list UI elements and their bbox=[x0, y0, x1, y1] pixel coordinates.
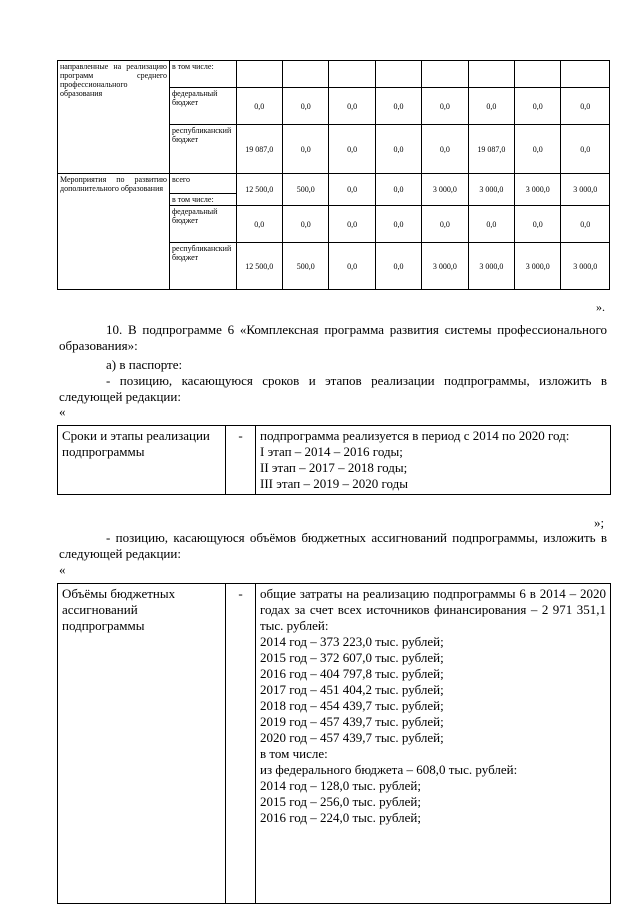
value-cell: 0,0 bbox=[422, 125, 468, 174]
value-cell: 0,0 bbox=[561, 206, 610, 243]
value-cell: 3 000,0 bbox=[561, 243, 610, 290]
funding-source: в том числе: bbox=[170, 194, 237, 206]
opening-quote: « bbox=[59, 562, 66, 577]
paragraph-a: а) в паспорте: bbox=[106, 357, 183, 372]
paragraph-timing: - позицию, касающуюся сроков и этапов реализации подпрограммы, изложить в следующей редакции: bbox=[59, 373, 607, 404]
value-cell: 0,0 bbox=[329, 125, 375, 174]
value-cell: 3 000,0 bbox=[561, 174, 610, 206]
table-row bbox=[58, 584, 611, 904]
content-line: 2014 год – 373 223,0 тыс. рублей; bbox=[260, 634, 444, 649]
content-line: общие затраты на реализацию подпрограммы 6 в 2014 – 2020 годах за счет всех источников финансирования – 2 971 351,1 тыс. рублей: bbox=[260, 586, 606, 633]
value-cell: 3 000,0 bbox=[468, 174, 514, 206]
funding-source: республиканский бюджет bbox=[170, 243, 237, 290]
content-line: 2020 год – 457 439,7 тыс. рублей; bbox=[260, 730, 444, 745]
content-line: 2015 год – 372 607,0 тыс. рублей; bbox=[260, 650, 444, 665]
value-cell bbox=[236, 61, 282, 88]
value-cell: 0,0 bbox=[561, 88, 610, 125]
value-cell: 19 087,0 bbox=[468, 125, 514, 174]
value-cell: 0,0 bbox=[375, 125, 421, 174]
financing-table bbox=[57, 60, 610, 290]
closing-quote: »; bbox=[594, 515, 605, 530]
row-description: направленные на реализацию программ среднего профессионального образования bbox=[58, 61, 170, 174]
value-cell: 0,0 bbox=[283, 88, 329, 125]
funding-source: всего bbox=[170, 174, 237, 194]
value-cell: 0,0 bbox=[236, 206, 282, 243]
value-cell bbox=[468, 61, 514, 88]
table-row bbox=[58, 61, 610, 88]
value-cell: 12 500,0 bbox=[236, 243, 282, 290]
content-line: в том числе: bbox=[260, 746, 328, 761]
table-row bbox=[58, 174, 610, 194]
value-cell: 3 000,0 bbox=[422, 243, 468, 290]
funding-source: федеральный бюджет bbox=[170, 206, 237, 243]
value-cell: 0,0 bbox=[329, 243, 375, 290]
funding-source: в том числе: bbox=[170, 61, 237, 88]
value-cell: 0,0 bbox=[515, 125, 561, 174]
value-cell: 0,0 bbox=[329, 174, 375, 206]
timing-content bbox=[256, 426, 611, 495]
dash-cell: - bbox=[226, 584, 256, 904]
value-cell: 0,0 bbox=[283, 206, 329, 243]
value-cell bbox=[329, 61, 375, 88]
volume-label: Объёмы бюджетных ассигнований подпрограммы bbox=[58, 584, 226, 904]
timing-label: Сроки и этапы реализации подпрограммы bbox=[58, 426, 226, 495]
opening-quote: « bbox=[59, 404, 66, 419]
value-cell: 12 500,0 bbox=[236, 174, 282, 206]
value-cell: 0,0 bbox=[375, 206, 421, 243]
content-line: 2017 год – 451 404,2 тыс. рублей; bbox=[260, 682, 444, 697]
volume-content bbox=[256, 584, 611, 904]
table-row bbox=[58, 426, 611, 495]
value-cell: 500,0 bbox=[283, 174, 329, 206]
value-cell: 0,0 bbox=[515, 88, 561, 125]
value-cell: 0,0 bbox=[329, 88, 375, 125]
value-cell: 3 000,0 bbox=[515, 174, 561, 206]
value-cell: 0,0 bbox=[422, 206, 468, 243]
content-line: из федерального бюджета – 608,0 тыс. рублей: bbox=[260, 762, 518, 777]
value-cell: 0,0 bbox=[468, 88, 514, 125]
value-cell bbox=[422, 61, 468, 88]
timing-table bbox=[57, 425, 611, 495]
content-line: I этап – 2014 – 2016 годы; bbox=[260, 444, 403, 459]
content-line: 2014 год – 128,0 тыс. рублей; bbox=[260, 778, 421, 793]
value-cell: 3 000,0 bbox=[422, 174, 468, 206]
content-line: III этап – 2019 – 2020 годы bbox=[260, 476, 408, 491]
funding-source: федеральный бюджет bbox=[170, 88, 237, 125]
value-cell bbox=[375, 61, 421, 88]
value-cell: 3 000,0 bbox=[468, 243, 514, 290]
value-cell: 0,0 bbox=[375, 88, 421, 125]
paragraph-volume: - позицию, касающуюся объёмов бюджетных ассигнований подпрограммы, изложить в следующей редакции: bbox=[59, 530, 607, 561]
value-cell: 3 000,0 bbox=[515, 243, 561, 290]
value-cell: 0,0 bbox=[329, 206, 375, 243]
value-cell: 0,0 bbox=[375, 174, 421, 206]
content-line: 2015 год – 256,0 тыс. рублей; bbox=[260, 794, 421, 809]
value-cell: 0,0 bbox=[468, 206, 514, 243]
value-cell: 0,0 bbox=[422, 88, 468, 125]
funding-source: республиканский бюджет bbox=[170, 125, 237, 174]
content-line: 2016 год – 224,0 тыс. рублей; bbox=[260, 810, 421, 825]
value-cell: 0,0 bbox=[375, 243, 421, 290]
value-cell: 0,0 bbox=[236, 88, 282, 125]
value-cell bbox=[283, 61, 329, 88]
value-cell bbox=[515, 61, 561, 88]
closing-quote: ». bbox=[596, 300, 605, 314]
value-cell: 0,0 bbox=[561, 125, 610, 174]
value-cell: 0,0 bbox=[283, 125, 329, 174]
content-line: подпрограмма реализуется в период с 2014 по 2020 год: bbox=[260, 428, 570, 443]
content-line: 2016 год – 404 797,8 тыс. рублей; bbox=[260, 666, 444, 681]
paragraph-10: 10. В подпрограмме 6 «Комплексная программа развития системы профессионального образования»: bbox=[59, 322, 607, 353]
row-description: Мероприятия по развитию дополнительного образования bbox=[58, 174, 170, 290]
value-cell: 0,0 bbox=[515, 206, 561, 243]
content-line: II этап – 2017 – 2018 годы; bbox=[260, 460, 408, 475]
value-cell: 19 087,0 bbox=[236, 125, 282, 174]
value-cell: 500,0 bbox=[283, 243, 329, 290]
content-line: 2019 год – 457 439,7 тыс. рублей; bbox=[260, 714, 444, 729]
volume-table bbox=[57, 583, 611, 904]
content-line: 2018 год – 454 439,7 тыс. рублей; bbox=[260, 698, 444, 713]
dash-cell: - bbox=[226, 426, 256, 495]
value-cell bbox=[561, 61, 610, 88]
